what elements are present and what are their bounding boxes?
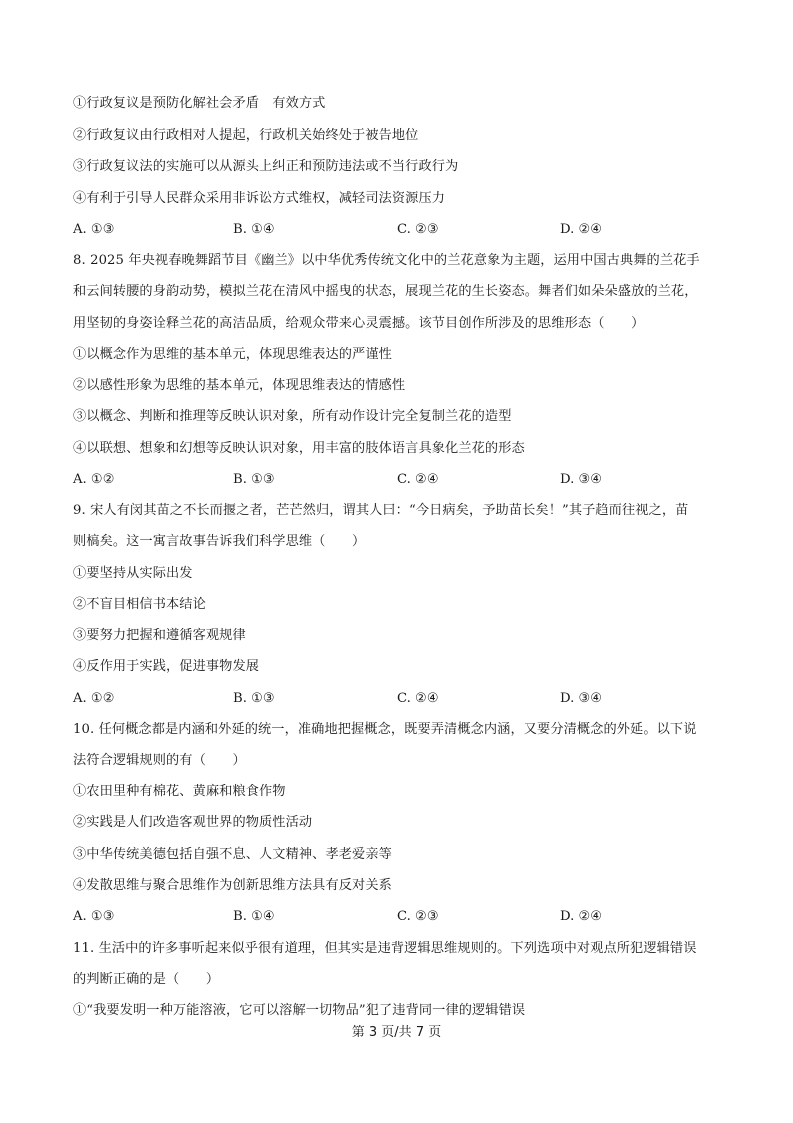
q9-options [73, 690, 721, 708]
q7-option-c: C. ②③ [397, 222, 439, 237]
q10-option-a: A. ①③ [73, 909, 115, 924]
q10-option-d: D. ②④ [560, 909, 603, 924]
q9-stem-line-1: 9. 宋人有闵其苗之不长而揠之者，芒芒然归，谓其人曰：“今日病矣，予助苗长矣！”其子趋而往视之，苗 [73, 503, 689, 518]
q7-item-1: ①行政复议是预防化解社会矛盾 有效方式 [73, 96, 326, 111]
q10-option-b: B. ①④ [233, 909, 275, 924]
q10-stem-line-2: 法符合逻辑规则的有（ ） [73, 753, 246, 768]
q8-option-a: A. ①② [73, 472, 115, 487]
q8-item-1: ①以概念作为思维的基本单元，体现思维表达的严谨性 [73, 347, 392, 362]
q7-option-d: D. ②④ [560, 222, 603, 237]
q7-item-3: ③行政复议法的实施可以从源头上纠正和预防违法或不当行政行为 [73, 159, 459, 174]
q7-item-2: ②行政复议由行政相对人提起，行政机关始终处于被告地位 [73, 128, 419, 143]
q10-item-2: ②实践是人们改造客观世界的物质性活动 [73, 815, 313, 830]
q8-option-b: B. ①③ [233, 472, 275, 487]
q8-options [73, 471, 721, 489]
q7-item-4: ④有利于引导人民群众采用非诉讼方式维权，减轻司法资源压力 [73, 191, 446, 206]
q8-option-d: D. ③④ [560, 472, 603, 487]
q8-stem-line-1: 8. 2025 年央视春晚舞蹈节目《幽兰》以中华优秀传统文化中的兰花意象为主题，运用中国古典舞的兰花手 [73, 253, 700, 268]
q9-stem-line-2: 则槁矣。这一寓言故事告诉我们科学思维（ ） [73, 534, 366, 549]
q9-option-c: C. ②④ [397, 691, 439, 706]
q10-stem-line-1: 10. 任何概念都是内涵和外延的统一，准确地把握概念，既要弄清概念内涵，又要分清概念的外延。以下说 [73, 722, 697, 737]
q11-stem-line-2: 的判断正确的是（ ） [73, 972, 220, 987]
q9-item-3: ③要努力把握和遵循客观规律 [73, 628, 246, 643]
q8-option-c: C. ②④ [397, 472, 439, 487]
q8-item-3: ③以概念、判断和推理等反映认识对象，所有动作设计完全复制兰花的造型 [73, 409, 512, 424]
q11-item-1: ①“我要发明一种万能溶液，它可以溶解一切物品”犯了违背同一律的逻辑错误 [73, 1003, 526, 1018]
q7-option-a: A. ①③ [73, 222, 115, 237]
q9-item-2: ②不盲目相信书本结论 [73, 597, 206, 612]
q10-item-4: ④发散思维与聚合思维作为创新思维方法具有反对关系 [73, 878, 392, 893]
q9-item-1: ①要坚持从实际出发 [73, 566, 193, 581]
q7-options [73, 221, 721, 239]
q9-option-b: B. ①③ [233, 691, 275, 706]
q9-option-d: D. ③④ [560, 691, 603, 706]
q7-option-b: B. ①④ [233, 222, 275, 237]
q10-item-1: ①农田里种有棉花、黄麻和粮食作物 [73, 784, 286, 799]
q9-option-a: A. ①② [73, 691, 115, 706]
page-number-footer: 第 3 页/共 7 页 [351, 1025, 442, 1040]
q9-item-4: ④反作用于实践，促进事物发展 [73, 659, 260, 674]
q8-item-2: ②以感性形象为思维的基本单元，体现思维表达的情感性 [73, 378, 406, 393]
q8-item-4: ④以联想、想象和幻想等反映认识对象，用丰富的肢体语言具象化兰花的形态 [73, 441, 525, 456]
q8-stem-line-2: 和云间转腰的身韵动势，模拟兰花在清风中摇曳的状态，展现兰花的生长姿态。舞者们如朵朵盛放的兰花， [73, 284, 698, 299]
q10-options [73, 908, 721, 926]
q10-option-c: C. ②③ [397, 909, 439, 924]
q10-item-3: ③中华传统美德包括自强不息、人文精神、孝老爱亲等 [73, 847, 392, 862]
q8-stem-line-3: 用坚韧的身姿诠释兰花的高洁品质，给观众带来心灵震撼。该节目创作所涉及的思维形态（ ） [73, 316, 645, 331]
q11-stem-line-1: 11. 生活中的许多事听起来似乎很有道理，但其实是违背逻辑思维规则的。下列选项中对观点所犯逻辑错误 [73, 941, 697, 956]
